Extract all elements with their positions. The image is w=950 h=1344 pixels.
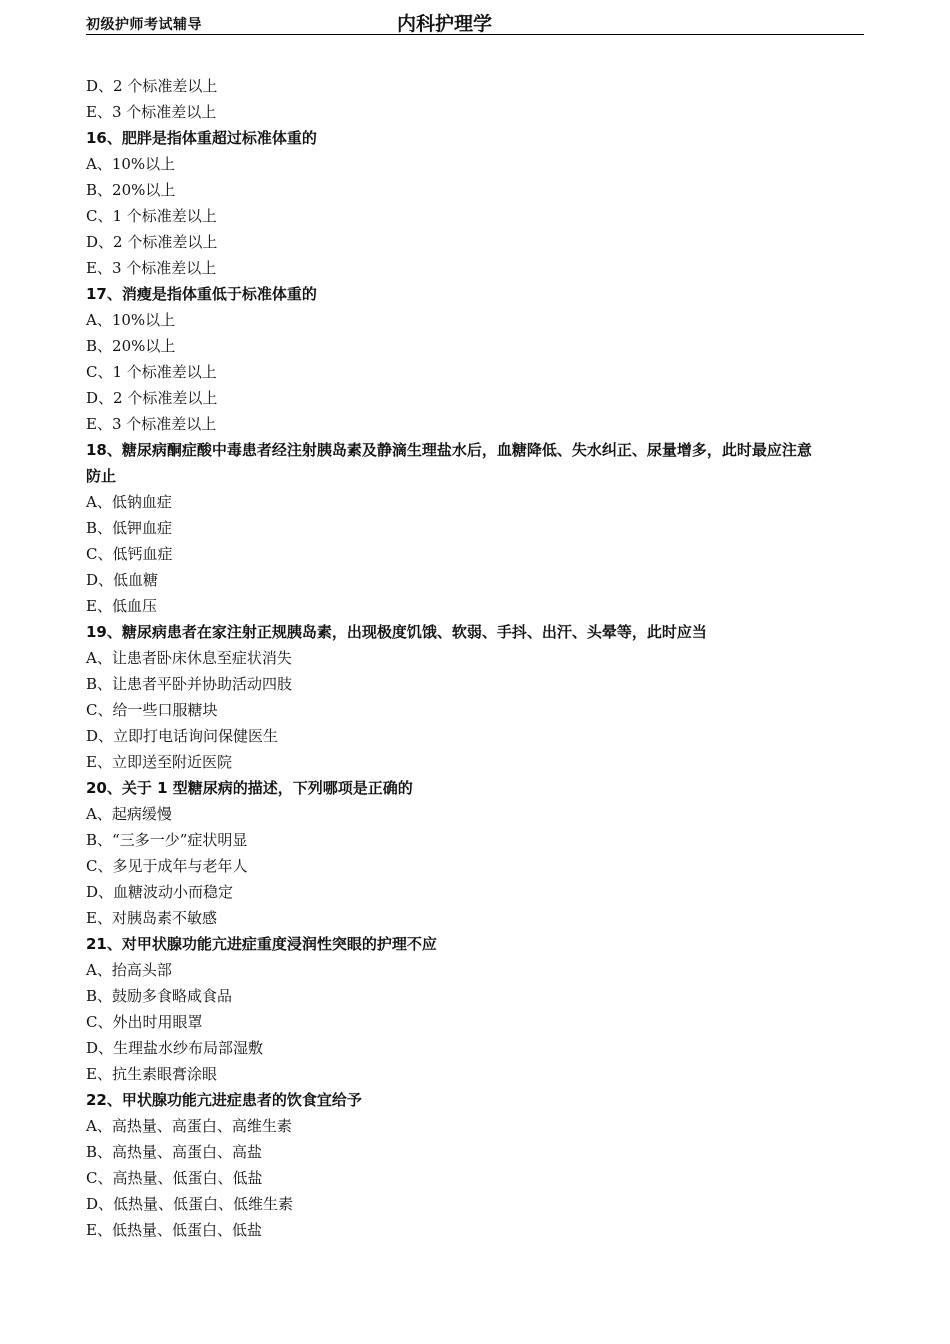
option-text: A、10%以上 xyxy=(86,311,176,329)
option-text: C、高热量、低蛋白、低盐 xyxy=(86,1169,263,1187)
option-text: B、让患者平卧并协助活动四肢 xyxy=(86,675,293,693)
header-center-title: 内科护理学 xyxy=(397,13,493,35)
option-text: E、3 个标准差以上 xyxy=(86,103,217,121)
option-text: D、2 个标准差以上 xyxy=(86,389,218,407)
option-text: D、立即打电话询问保健医生 xyxy=(86,727,279,745)
question-text: 22、甲状腺功能亢进症患者的饮食宜给予 xyxy=(86,1091,362,1109)
option-text: B、高热量、高蛋白、高盐 xyxy=(86,1143,263,1161)
question-text: 16、肥胖是指体重超过标准体重的 xyxy=(86,129,317,147)
option-text: A、让患者卧床休息至症状消失 xyxy=(86,649,292,667)
question-text: 17、消瘦是指体重低于标准体重的 xyxy=(86,285,317,303)
option-text: C、给一些口服糖块 xyxy=(86,701,218,719)
question-text: 18、糖尿病酮症酸中毒患者经注射胰岛素及静滴生理盐水后，血糖降低、失水纠正、尿量增多，此时最应注意 xyxy=(86,441,812,459)
option-text: E、3 个标准差以上 xyxy=(86,415,217,433)
option-text: E、抗生素眼膏涂眼 xyxy=(86,1065,217,1083)
page-header xyxy=(86,8,864,35)
option-text: B、“三多一少”症状明显 xyxy=(86,831,248,849)
option-text: C、低钙血症 xyxy=(86,545,173,563)
option-text: B、20%以上 xyxy=(86,337,176,355)
header-left-title: 初级护师考试辅导 xyxy=(86,17,202,33)
option-text: A、抬高头部 xyxy=(86,961,172,979)
option-text: D、2 个标准差以上 xyxy=(86,77,218,95)
question-text: 19、糖尿病患者在家注射正规胰岛素，出现极度饥饿、软弱、手抖、出汗、头晕等，此时应当 xyxy=(86,623,707,641)
option-text: E、立即送至附近医院 xyxy=(86,753,232,771)
option-text: E、低热量、低蛋白、低盐 xyxy=(86,1221,262,1239)
option-text: A、10%以上 xyxy=(86,155,176,173)
option-text: B、低钾血症 xyxy=(86,519,173,537)
option-text: A、低钠血症 xyxy=(86,493,172,511)
question-text: 21、对甲状腺功能亢进症重度浸润性突眼的护理不应 xyxy=(86,935,437,953)
option-text: E、3 个标准差以上 xyxy=(86,259,217,277)
option-text: D、血糖波动小而稳定 xyxy=(86,883,234,901)
question-list xyxy=(86,73,866,1243)
option-text: D、低热量、低蛋白、低维生素 xyxy=(86,1195,294,1213)
option-text: E、低血压 xyxy=(86,597,157,615)
option-text: D、生理盐水纱布局部湿敷 xyxy=(86,1039,264,1057)
option-text: B、20%以上 xyxy=(86,181,176,199)
option-text: D、低血糖 xyxy=(86,571,159,589)
option-text: C、多见于成年与老年人 xyxy=(86,857,248,875)
option-text: C、1 个标准差以上 xyxy=(86,363,217,381)
option-text: A、起病缓慢 xyxy=(86,805,172,823)
option-text: B、鼓励多食略咸食品 xyxy=(86,987,233,1005)
option-text: C、1 个标准差以上 xyxy=(86,207,217,225)
option-text: C、外出时用眼罩 xyxy=(86,1013,203,1031)
option-text: D、2 个标准差以上 xyxy=(86,233,218,251)
question-text: 20、关于 1 型糖尿病的描述，下列哪项是正确的 xyxy=(86,779,413,797)
option-text: E、对胰岛素不敏感 xyxy=(86,909,217,927)
question-text: 防止 xyxy=(86,467,117,485)
option-text: A、高热量、高蛋白、高维生素 xyxy=(86,1117,292,1135)
